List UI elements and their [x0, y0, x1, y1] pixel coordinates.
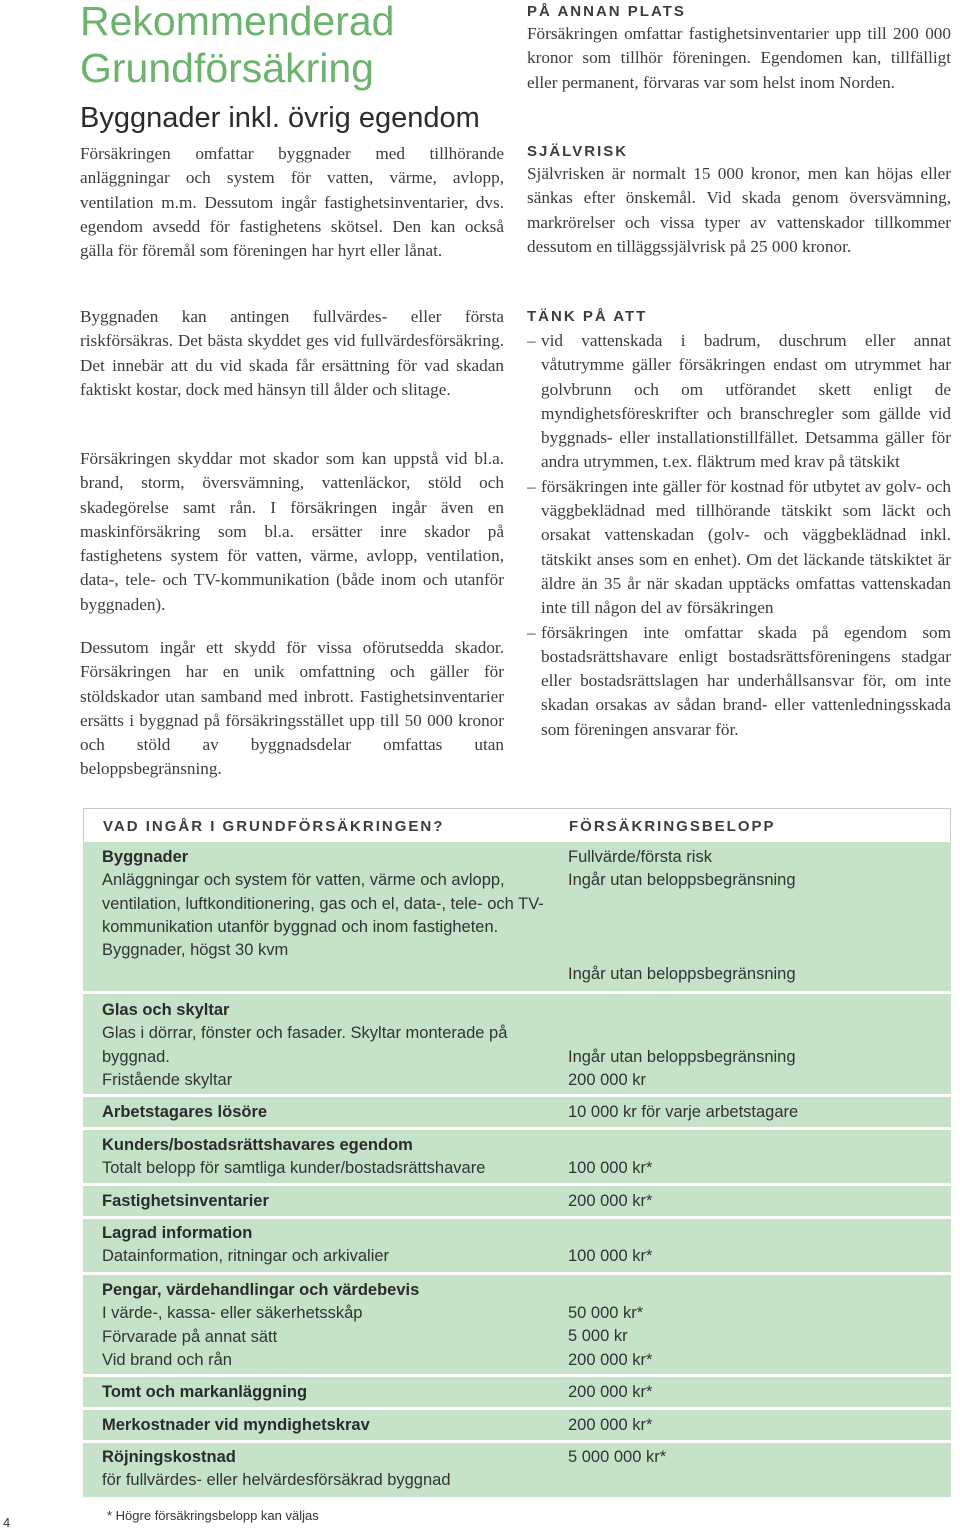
- row-value: 5 000 kr: [568, 1327, 628, 1346]
- footnote: * Högre försäkringsbelopp kan väljas: [107, 1508, 319, 1523]
- table-row: [83, 994, 951, 1097]
- table-row: [83, 1377, 951, 1410]
- table-row: [83, 1410, 951, 1443]
- row-desc: Förvarade på annat sätt: [102, 1327, 278, 1346]
- row-value: 200 000 kr*: [568, 1383, 653, 1401]
- left-column-2: [80, 305, 504, 402]
- row-value: 50 000 kr*: [568, 1304, 644, 1322]
- table-row: [83, 842, 951, 994]
- row-title: Merkostnader vid myndighetskrav: [102, 1416, 370, 1434]
- list-item: – försäkringen inte omfattar skada på egendom som bostadsrättshavare enligt bostadsrättsföreningens stadgar eller bostadsrättslagen har underhållsansvar för, om inte skadan orsakas av sådan brand- eller vattenledningsskada som föreningen ansvarar för.: [527, 621, 951, 742]
- row-title: Kunders/bostadsrättshavares egendom: [102, 1136, 413, 1154]
- table-header: [83, 808, 951, 842]
- header-amount: FÖRSÄKRINGSBELOPP: [569, 818, 776, 835]
- row-value: 200 000 kr*: [568, 1416, 653, 1434]
- row-title: Fastighetsinventarier: [102, 1192, 269, 1210]
- row-desc: Fristående skyltar: [102, 1070, 233, 1089]
- tank-pa-att-list: [527, 329, 951, 742]
- row-value: 10 000 kr för varje arbetstagare: [568, 1103, 799, 1121]
- row-desc: Byggnader, högst 30 kvm: [102, 941, 289, 960]
- table-row: [83, 1186, 951, 1219]
- annan-plats-section: [527, 2, 951, 95]
- list-item: – försäkringen inte gäller för kostnad för utbytet av golv- och väggbeklädnad med tillhörande tätskikt som läckt och orsakat vattenskadan (golv- och väggbeklädnad inkl. tätskikt anses som en enhet). Om det läckande tätskiktet är äldre än 35 år när skadan upptäcks omfattas vattenskadan inte till någon del av försäkringen: [527, 475, 951, 621]
- row-title: Glas och skyltar: [102, 1001, 230, 1019]
- row-value: 200 000 kr*: [568, 1350, 653, 1369]
- row-value: 100 000 kr*: [568, 1159, 653, 1177]
- row-desc: för fullvärdes- eller helvärdesförsäkrad byggnad: [102, 1471, 451, 1490]
- table-row: [83, 1219, 951, 1275]
- row-value: 200 000 kr*: [568, 1192, 653, 1210]
- annan-plats-heading: PÅ ANNAN PLATS: [527, 3, 686, 20]
- sjalvrisk-text: Självrisken är normalt 15 000 kronor, men kan höjas eller sänkas efter önskemål. Vid skada genom översvämning, markrörelser och vissa typer av vattenskador tillkommer dessutom en tilläggssjälvrisk på 25 000 kronor.: [527, 164, 951, 256]
- row-desc: Glas i dörrar, fönster och fasader. Skyltar monterade på byggnad.: [102, 1024, 508, 1066]
- row-value: Ingår utan beloppsbegränsning: [568, 871, 796, 890]
- table-row: [83, 1097, 951, 1130]
- table-row: [83, 1443, 951, 1497]
- protection-paragraph: Försäkringen skyddar mot skador som kan uppstå vid bl.a. brand, storm, översvämning, vattenläckor, stöld och skadegörelse samt rån. I försäkringen ingår även en maskinförsäkring som bl.a. ersätter inre skador på fastighetens system för vatten, värme, avlopp, ventilation, data-, tele- och TV-kommunikation (både inom och utanför byggnaden).: [80, 449, 504, 614]
- row-desc: Anläggningar och system för vatten, värme och avlopp, ventilation, luftkonditionering, gas och el, data-, tele- och TV-kommunikation utanför byggnad och inom fastigheten.: [102, 871, 544, 936]
- row-value: 5 000 000 kr*: [568, 1448, 667, 1466]
- list-item: – vid vattenskada i badrum, duschrum eller annat våtutrymme gäller försäkringen endast om utrymmet har golvbrunn och om utförandet skett enligt de myndighetsföreskrifter och branschregler som gällde vid byggnads- eller installationstillfället. Detsamma gäller för andra utrymmen, t.ex. fläktrum med krav på tätskikt: [527, 329, 951, 475]
- row-title: Byggnader: [102, 848, 189, 866]
- intro-paragraph: Försäkringen omfattar byggnader med tillhörande anläggningar och system för vatten, värme, avlopp, ventilation m.m. Dessutom ingår fastighetsinventarier, dvs. egendom avsedd för fastighetens skötsel. Den kan också gälla för föremål som föreningen har hyrt eller lånat.: [80, 144, 504, 261]
- section-subtitle: Byggnader inkl. övrig egendom: [80, 102, 480, 134]
- table-row: [83, 1275, 951, 1377]
- row-desc: Vid brand och rån: [102, 1350, 232, 1369]
- left-column-4: [80, 636, 504, 782]
- sjalvrisk-heading: SJÄLVRISK: [527, 143, 629, 160]
- page-number: 4: [3, 1515, 11, 1530]
- row-title: Tomt och markanläggning: [102, 1383, 308, 1401]
- header-coverage: VAD INGÅR I GRUNDFÖRSÄKRINGEN?: [103, 818, 445, 835]
- row-desc: I värde-, kassa- eller säkerhetsskåp: [102, 1304, 363, 1323]
- row-desc: Datainformation, ritningar och arkivalier: [102, 1247, 390, 1266]
- sjalvrisk-section: [527, 142, 951, 259]
- row-value: Ingår utan beloppsbegränsning: [568, 1048, 796, 1066]
- row-title: Pengar, värdehandlingar och värdebevis: [102, 1281, 420, 1299]
- row-value: 100 000 kr*: [568, 1247, 653, 1265]
- left-column-3: [80, 447, 504, 617]
- page-title: Rekommenderad Grundförsäkring: [80, 0, 395, 91]
- coverage-table: [83, 808, 951, 1497]
- row-desc: Totalt belopp för samtliga kunder/bostadsrättshavare: [102, 1159, 486, 1178]
- row-title: Arbetstagares lösöre: [102, 1103, 268, 1121]
- risk-paragraph: Byggnaden kan antingen fullvärdes- eller första riskförsäkras. Det bästa skyddet ges vid fullvärdesförsäkring. Det innebär att du vid skada får ersättning för vad skadan faktiskt kostar, dock med hänsyn till ålder och slitage.: [80, 307, 504, 399]
- row-value: 200 000 kr: [568, 1071, 646, 1090]
- extra-paragraph: Dessutom ingår ett skydd för vissa oförutsedda skador. Försäkringen har en unik omfattning och gäller för stöldskador utan samband med inbrott. Fastighetsinventarier ersätts i byggnad på försäkringsstället upp till 50 000 kronor och stöld av byggnadsdelar omfattas utan beloppsbegränsning.: [80, 638, 504, 779]
- tank-pa-att-section: [527, 307, 951, 742]
- tank-pa-att-heading: TÄNK PÅ ATT: [527, 308, 648, 325]
- row-value: Ingår utan beloppsbegränsning: [568, 964, 796, 983]
- row-value: Fullvärde/första risk: [568, 848, 712, 866]
- left-column: [80, 142, 504, 263]
- annan-plats-text: Försäkringen omfattar fastighetsinventarier upp till 200 000 kronor som tillhör föreningen. Egendomen kan, tillfälligt eller permanent, förvaras var som helst inom Norden.: [527, 24, 951, 92]
- table-row: [83, 1130, 951, 1186]
- row-title: Lagrad information: [102, 1224, 253, 1242]
- row-title: Röjningskostnad: [102, 1448, 236, 1466]
